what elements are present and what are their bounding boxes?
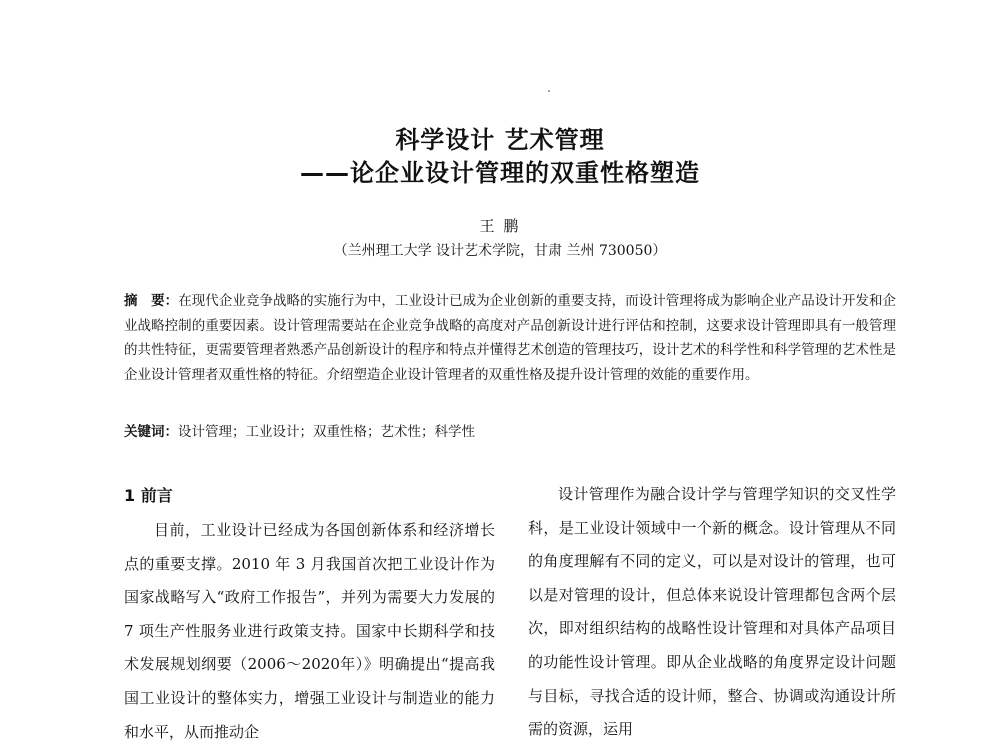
paper-title: 科学设计 艺术管理 [395, 126, 605, 154]
body-paragraph: 设计管理作为融合设计学与管理学知识的交叉性学科，是工业设计领域中一个新的概念。设计管理从不同的角度理解有不同的定义，可以是对设计的管理，也可以是对管理的设计，但总体来说设计管理都包含两个层次，即对组织结构的战略性设计管理和对具体产品项目的功能性设计管理。即从企业战略的角度界定设计问题与目标，寻找合适的设计师，整合、协调或沟通设计所需的资源，运用 [528, 485, 896, 739]
keywords-text: 设计管理；工业设计；双重性格；艺术性；科学性 [178, 424, 475, 440]
keywords [124, 420, 896, 444]
scan-speck [548, 90, 550, 92]
author-affiliation: （兰州理工大学 设计艺术学院，甘肃 兰州 730050） [333, 243, 667, 259]
abstract-label: 摘 要： [124, 293, 179, 309]
keywords-label: 关键词： [124, 424, 178, 440]
paper-subtitle: ——论企业设计管理的双重性格塑造 [300, 159, 700, 187]
abstract [124, 289, 896, 387]
body-column-right [528, 478, 896, 747]
abstract-text: 在现代企业竞争战略的实施行为中，工业设计已成为企业创新的重要支持，而设计管理将成为影响企业产品设计开发和企业战略控制的重要因素。设计管理需要站在企业竞争战略的高度对产品创新设计进行评估和控制，这要求设计管理即具有一般管理的共性特征，更需要管理者熟悉产品创新设计的程序和特点并懂得艺术创造的管理技巧，设计艺术的科学性和科学管理的艺术性是企业设计管理者双重性格的特征。介绍塑造企业设计管理者的双重性格及提升设计管理的效能的重要作用。 [124, 293, 897, 383]
body-column-left [124, 478, 495, 749]
author-name: 王 鹏 [479, 217, 521, 235]
section-heading-introduction: 1 前言 [124, 486, 173, 505]
body-paragraph: 目前，工业设计已经成为各国创新体系和经济增长点的重要支撑。2010 年 3 月我国首次把工业设计作为国家战略写入“政府工作报告”，并列为需要大力发展的 7 项生产性服务业进行政策支持。国家中长期科学和技术发展规划纲要（2006～2020年）》明确提出“提高我国工业设计的整体实力，增强工业设计与制造业的能力和水平，从而推动企 [124, 521, 495, 741]
